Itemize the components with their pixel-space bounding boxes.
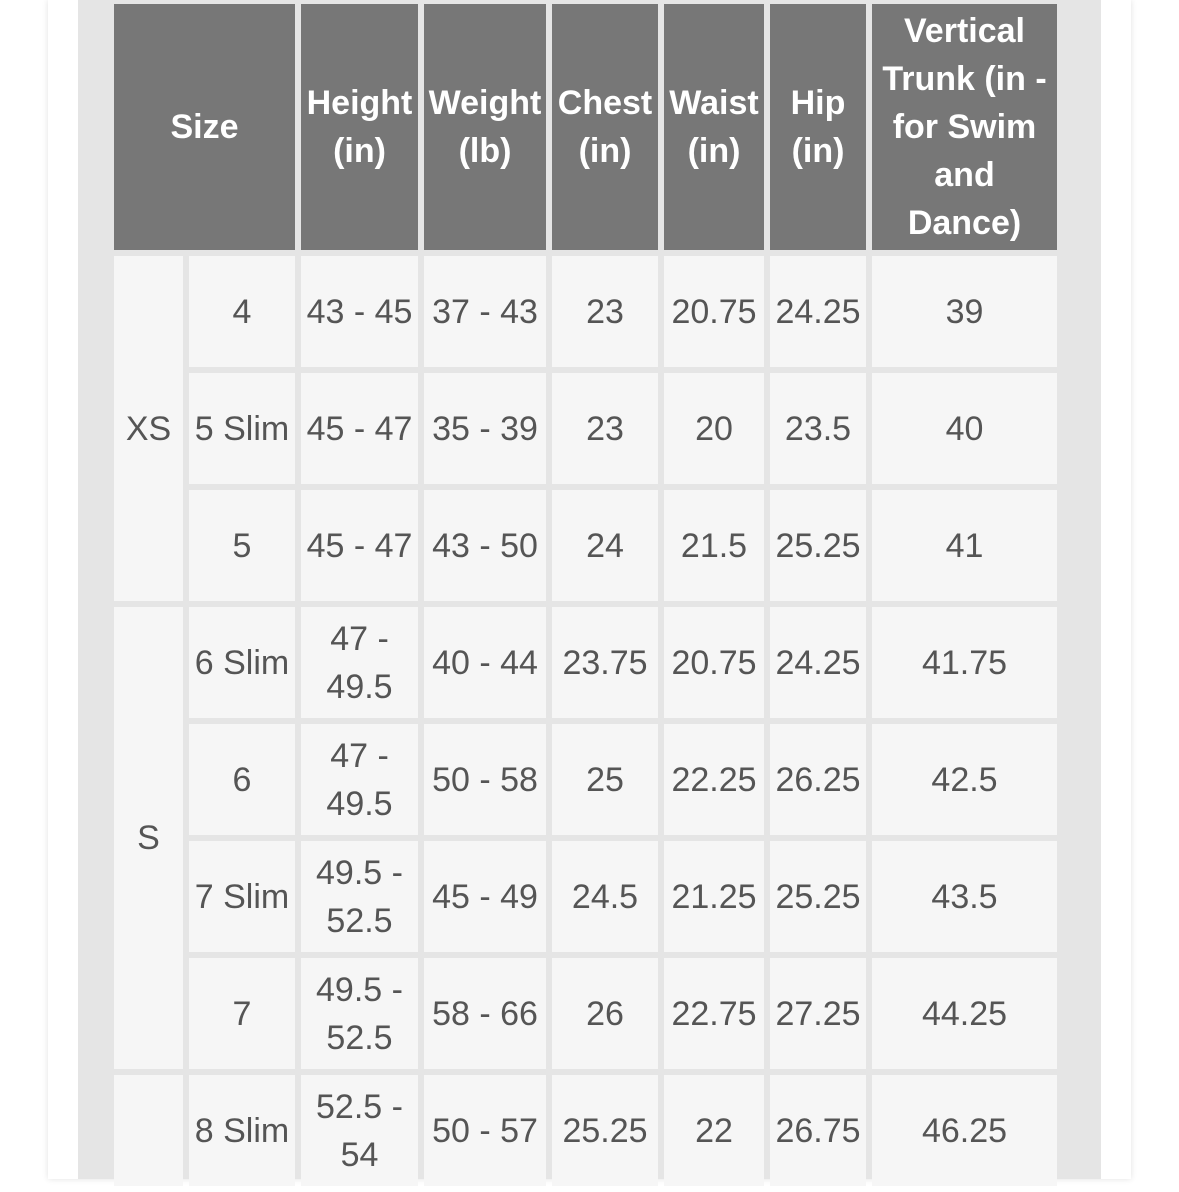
- waist-cell: 20.75: [664, 256, 764, 367]
- header-chest: Chest (in): [552, 4, 658, 250]
- vertical-trunk-cell: 39: [872, 256, 1057, 367]
- height-cell: 45 - 47: [301, 373, 418, 484]
- size-group-s: S: [114, 607, 183, 1069]
- size-cell: 7 Slim: [189, 841, 295, 952]
- chest-cell: 24.5: [552, 841, 658, 952]
- chest-cell: 23: [552, 256, 658, 367]
- chest-cell: 23: [552, 373, 658, 484]
- vertical-trunk-cell: 43.5: [872, 841, 1057, 952]
- weight-cell: 50 - 57: [424, 1075, 546, 1186]
- chest-cell: 25: [552, 724, 658, 835]
- height-cell: 49.5 - 52.5: [301, 958, 418, 1069]
- hip-cell: 24.25: [770, 256, 866, 367]
- vertical-trunk-cell: 41.75: [872, 607, 1057, 718]
- header-height: Height (in): [301, 4, 418, 250]
- vertical-trunk-cell: 42.5: [872, 724, 1057, 835]
- vertical-trunk-cell: 46.25: [872, 1075, 1057, 1186]
- size-cell: 6: [189, 724, 295, 835]
- height-cell: 47 - 49.5: [301, 607, 418, 718]
- weight-cell: 43 - 50: [424, 490, 546, 601]
- weight-cell: 58 - 66: [424, 958, 546, 1069]
- waist-cell: 21.5: [664, 490, 764, 601]
- hip-cell: 26.75: [770, 1075, 866, 1186]
- table-header-row: [114, 4, 1057, 250]
- vertical-trunk-cell: 44.25: [872, 958, 1057, 1069]
- size-cell: 6 Slim: [189, 607, 295, 718]
- size-cell: 5: [189, 490, 295, 601]
- hip-cell: 25.25: [770, 841, 866, 952]
- size-group-next: [114, 1075, 183, 1186]
- page-margin: [0, 0, 48, 1179]
- waist-cell: 20: [664, 373, 764, 484]
- hip-cell: 23.5: [770, 373, 866, 484]
- size-cell: 4: [189, 256, 295, 367]
- chest-cell: 26: [552, 958, 658, 1069]
- header-vertical-trunk: Vertical Trunk (in - for Swim and Dance): [872, 4, 1057, 250]
- table-row: [114, 841, 1057, 952]
- size-cell: 5 Slim: [189, 373, 295, 484]
- vertical-trunk-cell: 41: [872, 490, 1057, 601]
- hip-cell: 24.25: [770, 607, 866, 718]
- waist-cell: 22.25: [664, 724, 764, 835]
- size-group-xs: XS: [114, 256, 183, 601]
- height-cell: 47 - 49.5: [301, 724, 418, 835]
- header-weight: Weight (lb): [424, 4, 546, 250]
- table-row: [114, 724, 1057, 835]
- header-waist: Waist (in): [664, 4, 764, 250]
- height-cell: 52.5 - 54: [301, 1075, 418, 1186]
- waist-cell: 20.75: [664, 607, 764, 718]
- weight-cell: 35 - 39: [424, 373, 546, 484]
- hip-cell: 27.25: [770, 958, 866, 1069]
- table-row: [114, 958, 1057, 1069]
- chest-cell: 23.75: [552, 607, 658, 718]
- weight-cell: 50 - 58: [424, 724, 546, 835]
- weight-cell: 40 - 44: [424, 607, 546, 718]
- waist-cell: 22: [664, 1075, 764, 1186]
- hip-cell: 26.25: [770, 724, 866, 835]
- size-cell: 7: [189, 958, 295, 1069]
- table-row: [114, 256, 1057, 367]
- table-row: [114, 373, 1057, 484]
- weight-cell: 37 - 43: [424, 256, 546, 367]
- table-row: [114, 490, 1057, 601]
- header-hip: Hip (in): [770, 4, 866, 250]
- height-cell: 45 - 47: [301, 490, 418, 601]
- weight-cell: 45 - 49: [424, 841, 546, 952]
- height-cell: 43 - 45: [301, 256, 418, 367]
- table-row: [114, 1075, 1057, 1186]
- waist-cell: 22.75: [664, 958, 764, 1069]
- header-size: Size: [114, 4, 295, 250]
- waist-cell: 21.25: [664, 841, 764, 952]
- table-row: [114, 607, 1057, 718]
- size-cell: 8 Slim: [189, 1075, 295, 1186]
- height-cell: 49.5 - 52.5: [301, 841, 418, 952]
- hip-cell: 25.25: [770, 490, 866, 601]
- size-chart-table: [108, 0, 1063, 1192]
- vertical-trunk-cell: 40: [872, 373, 1057, 484]
- chest-cell: 24: [552, 490, 658, 601]
- chest-cell: 25.25: [552, 1075, 658, 1186]
